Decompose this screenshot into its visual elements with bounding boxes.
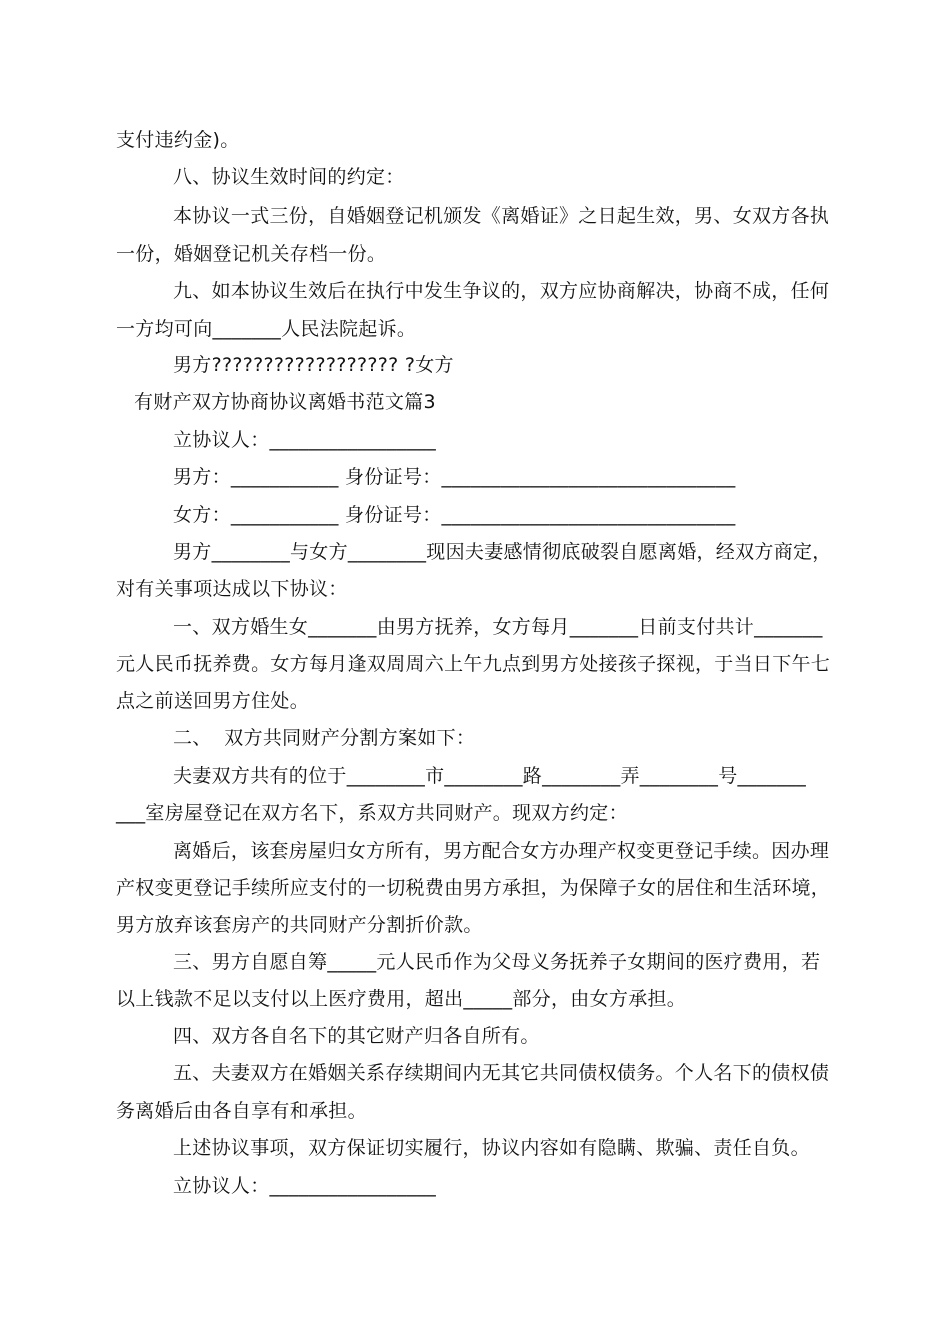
party-line: 立协议人：_________________ <box>173 1175 437 1197</box>
section-heading: 九、如本协议生效后在执行中发生争议的，双方应协商解决，协商不成，任何 <box>173 280 830 302</box>
text-line: 本协议一式三份，自婚姻登记机颁发《离婚证》之日起生效，男、女双方各执 <box>173 205 830 227</box>
text-line: 上述协议事项，双方保证切实履行，协议内容如有隐瞒、欺骗、责任自负。 <box>173 1137 810 1159</box>
section-heading: 一、双方婚生女_______由男方抚养，女方每月_______日前支付共计_______ <box>173 616 823 638</box>
text-line: 点之前送回男方住处。 <box>116 690 310 712</box>
text-line: 男方________与女方________现因夫妻感情彻底破裂自愿离婚，经双方商定， <box>173 541 832 563</box>
text-line: 产权变更登记手续所应支付的一切税费由男方承担，为保障子女的居住和生活环境， <box>116 877 831 899</box>
text-line: ___室房屋登记在双方名下，系双方共同财产。现双方约定： <box>116 802 628 824</box>
text-line: 夫妻双方共有的位于________市________路________弄________号_______ <box>173 765 807 787</box>
text-line: 一方均可向_______人民法院起诉。 <box>116 318 417 340</box>
party-line: 女方：___________ 身份证号：______________________________ <box>173 504 736 526</box>
text-line: 支付违约金)。 <box>116 129 240 151</box>
text-line: 对有关事项达成以下协议： <box>116 578 348 600</box>
signature-line: 男方?????????????????? ?女方 <box>173 354 454 376</box>
party-line: 立协议人：_________________ <box>173 429 437 451</box>
section-heading: 三、男方自愿自筹_____元人民币作为父母义务抚养子女期间的医疗费用，若 <box>173 951 821 973</box>
section-heading: 二、 双方共同财产分割方案如下： <box>173 727 476 749</box>
section-heading: 五、夫妻双方在婚姻关系存续期间内无其它共同债权债务。个人名下的债权债 <box>173 1062 830 1084</box>
section-heading: 四、双方各自名下的其它财产归各自所有。 <box>173 1025 540 1047</box>
section-heading: 八、协议生效时间的约定： <box>173 166 405 188</box>
text-line: 男方放弃该套房产的共同财产分割折价款。 <box>116 914 483 936</box>
text-line: 元人民币抚养费。女方每月逢双周周六上午九点到男方处接孩子探视，于当日下午七 <box>116 653 831 675</box>
text-line: 以上钱款不足以支付以上医疗费用，超出_____部分，由女方承担。 <box>116 988 687 1010</box>
document-title: 有财产双方协商协议离婚书范文篇3 <box>134 391 436 413</box>
text-line: 离婚后，该套房屋归女方所有，男方配合女方办理产权变更登记手续。因办理 <box>173 840 830 862</box>
text-line: 务离婚后由各自享有和承担。 <box>116 1100 367 1122</box>
party-line: 男方：___________ 身份证号：______________________________ <box>173 466 736 488</box>
text-line: 一份，婚姻登记机关存档一份。 <box>116 243 387 265</box>
